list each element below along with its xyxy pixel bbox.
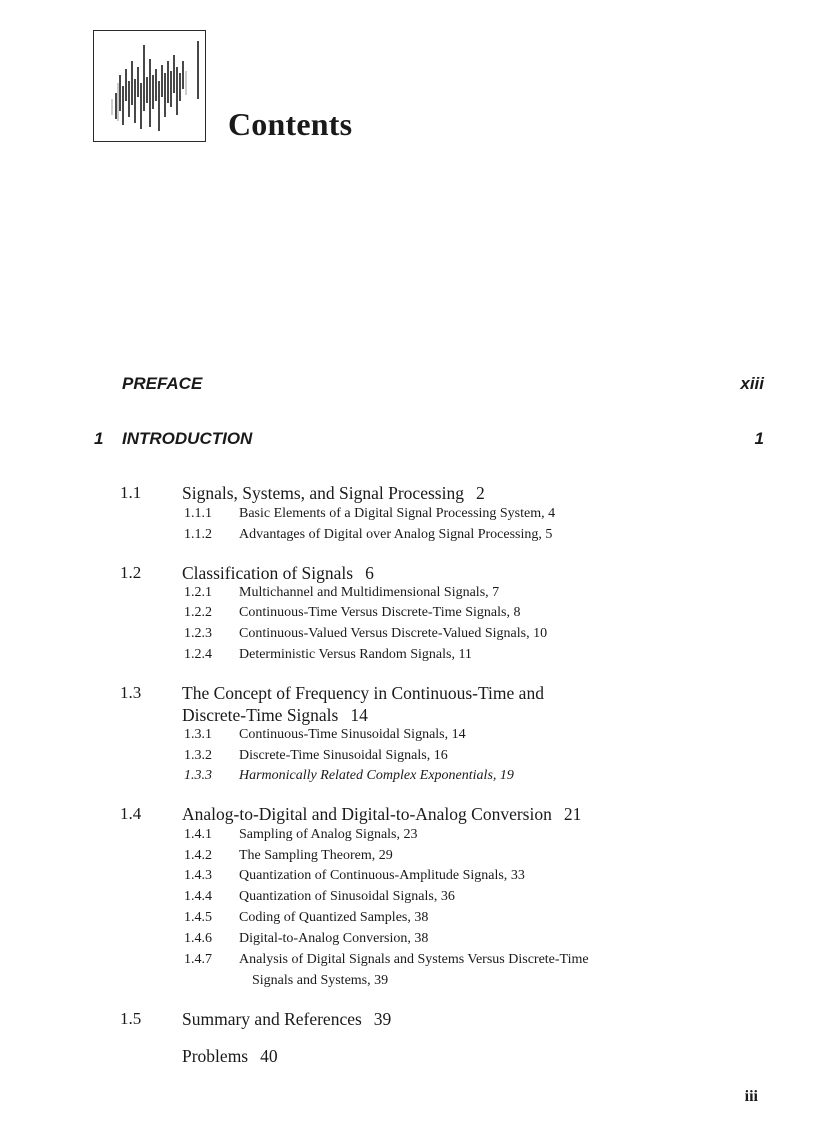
subsection-number: 1.4.2 bbox=[184, 848, 212, 863]
subsection-title: Discrete-Time Sinusoidal Signals, 16 bbox=[239, 748, 448, 763]
subsection-number: 1.4.6 bbox=[184, 931, 212, 946]
section-page: 6 bbox=[365, 563, 374, 583]
subsection-title: Continuous-Time Versus Discrete-Time Signals, 8 bbox=[239, 605, 521, 620]
section-title: The Concept of Frequency in Continuous-Time and bbox=[182, 683, 544, 703]
section-number: 1.3 bbox=[120, 683, 142, 702]
section-page: 2 bbox=[475, 483, 485, 503]
subsection-number: 1.3.3 bbox=[184, 768, 212, 783]
section-number: 1.2 bbox=[120, 563, 142, 582]
subsection-number: 1.2.2 bbox=[184, 605, 212, 620]
subsection-title: Continuous-Time Sinusoidal Signals, 14 bbox=[239, 727, 466, 742]
subsection-number: 1.4.1 bbox=[184, 827, 212, 842]
subsection-title: Coding of Quantized Samples, 38 bbox=[239, 910, 429, 925]
preface-label: PREFACE bbox=[122, 374, 203, 393]
subsection-title: Deterministic Versus Random Signals, 11 bbox=[239, 647, 472, 662]
subsection-number: 1.2.4 bbox=[184, 647, 212, 662]
section-number: 1.1 bbox=[120, 483, 142, 502]
subsection-title: Multichannel and Multidimensional Signals, 7 bbox=[239, 585, 500, 600]
subsection-number: 1.2.1 bbox=[184, 585, 212, 600]
subsection-number: 1.1.1 bbox=[184, 506, 212, 521]
chapter-number: 1 bbox=[94, 429, 104, 448]
section-title: Signals, Systems, and Signal Processing 2 bbox=[182, 483, 485, 503]
section-title: Analog-to-Digital and Digital-to-Analog Conversion 21 bbox=[182, 804, 582, 824]
waveform-icon bbox=[94, 31, 207, 143]
page-title: Contents bbox=[228, 106, 353, 142]
subsection-title: Continuous-Valued Versus Discrete-Valued Signals, 10 bbox=[239, 626, 548, 641]
subsection-number: 1.2.3 bbox=[184, 626, 212, 641]
subsection-title: Harmonically Related Complex Exponentials, 19 bbox=[239, 768, 514, 783]
section-number: 1.5 bbox=[120, 1009, 142, 1028]
chapter-title: INTRODUCTION bbox=[122, 429, 253, 448]
preface-page: xiii bbox=[740, 374, 764, 393]
section-page: 14 bbox=[350, 705, 368, 725]
problems-entry: Problems 40 bbox=[182, 1046, 278, 1066]
subsection-number: 1.1.2 bbox=[184, 527, 212, 542]
section-page: 21 bbox=[563, 804, 582, 824]
subsection-title-continued: Signals and Systems, 39 bbox=[252, 973, 389, 988]
subsection-title: Quantization of Continuous-Amplitude Signals, 33 bbox=[239, 868, 525, 883]
subsection-title: Analysis of Digital Signals and Systems Versus Discrete-Time bbox=[239, 952, 589, 967]
subsection-title: Basic Elements of a Digital Signal Processing System, 4 bbox=[239, 506, 556, 521]
subsection-number: 1.4.5 bbox=[184, 910, 212, 925]
section-number: 1.4 bbox=[120, 804, 142, 823]
subsection-number: 1.3.2 bbox=[184, 748, 212, 763]
section-page: 39 bbox=[373, 1009, 392, 1029]
section-title-continued: Discrete-Time Signals 14 bbox=[182, 705, 368, 725]
subsection-title: The Sampling Theorem, 29 bbox=[239, 848, 393, 863]
subsection-title: Advantages of Digital over Analog Signal Processing, 5 bbox=[239, 527, 553, 542]
subsection-title: Sampling of Analog Signals, 23 bbox=[239, 827, 418, 842]
chapter-page: 1 bbox=[754, 429, 764, 448]
page-folio: iii bbox=[744, 1088, 758, 1105]
subsection-title: Digital-to-Analog Conversion, 38 bbox=[239, 931, 429, 946]
problems-page: 40 bbox=[260, 1046, 278, 1066]
subsection-number: 1.4.4 bbox=[184, 889, 212, 904]
section-title: Classification of Signals 6 bbox=[182, 563, 374, 583]
section-title: Summary and References 39 bbox=[182, 1009, 392, 1029]
subsection-number: 1.4.3 bbox=[184, 868, 212, 883]
subsection-number: 1.3.1 bbox=[184, 727, 212, 742]
subsection-title: Quantization of Sinusoidal Signals, 36 bbox=[239, 889, 455, 904]
chapter-logo bbox=[93, 30, 206, 142]
subsection-number: 1.4.7 bbox=[184, 952, 212, 967]
